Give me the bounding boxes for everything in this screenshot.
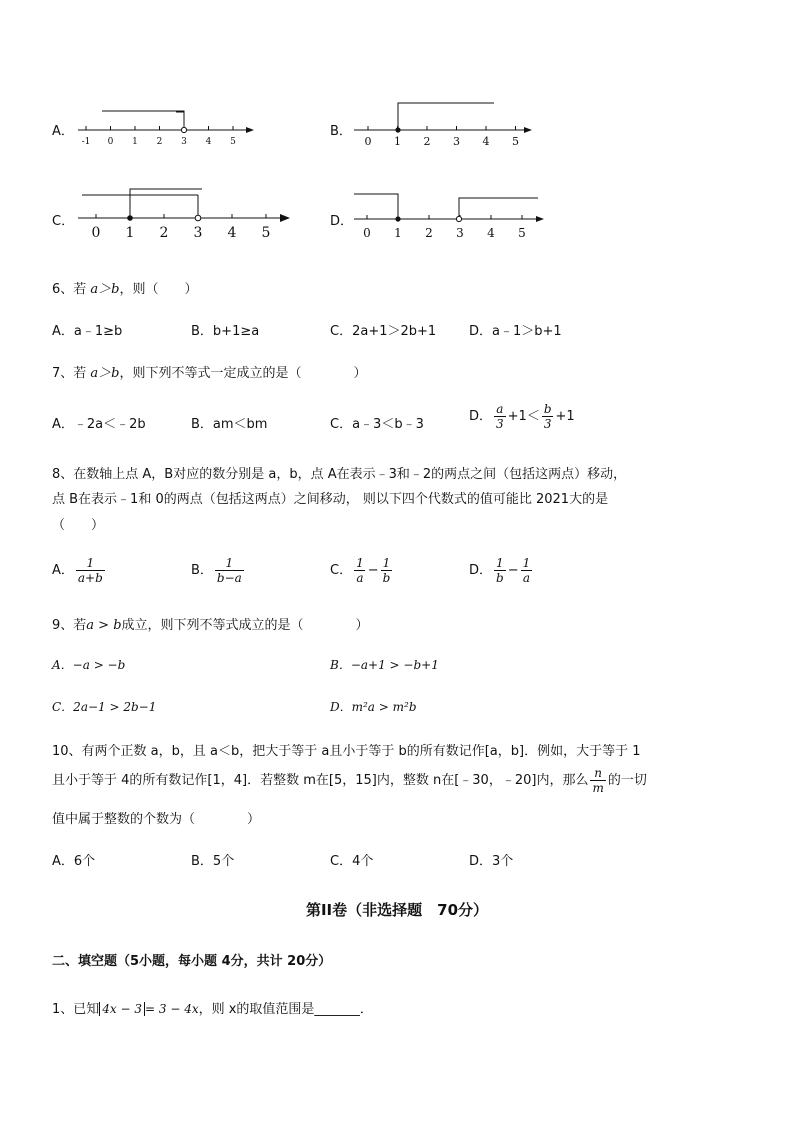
tick-label: 5	[261, 225, 271, 241]
q8-option-d[interactable]: D． $\frac{1}{b}$ − $\frac{1}{a}$	[469, 556, 531, 585]
q10-option-c[interactable]: C．4个	[330, 854, 374, 869]
q10-line-2-post: 的一切	[607, 773, 647, 788]
tick-label: 3	[456, 226, 464, 240]
q7-stem-post: ，则下列不等式一定成立的是（ ）	[119, 366, 367, 381]
q10-line-2-pre: 且小于等于 4的所有数记作[1，4]．若整数 m在[5，15]内，整数 n在[﹣30，﹣20]内，那么	[52, 773, 589, 788]
q8-option-c[interactable]: C． $\frac{1}{a}$ − $\frac{1}{b}$	[330, 556, 391, 585]
tick-label: 3	[193, 225, 203, 241]
q7-stem-pre: 7、若	[52, 366, 91, 381]
q7-option-c[interactable]: C．a﹣3＜b﹣3	[330, 417, 424, 432]
fill-q1-pre: 1、已知	[52, 1002, 100, 1017]
q9-stem-pre: 9、若	[52, 618, 87, 633]
tick-label: 1	[394, 135, 401, 148]
fill-q1-post: ，则 x的取值范围是_______．	[198, 1002, 373, 1017]
q10-fraction: $\frac{n}{m}$	[592, 766, 604, 795]
q6-option-c[interactable]: C．2a+1＞2b+1	[330, 324, 437, 339]
q8-line-3: （ ）	[52, 518, 105, 533]
q9-option-d[interactable]: D．m²a > m²b	[330, 700, 417, 714]
tick-label: 5	[518, 226, 526, 240]
q8-b-fraction: $\frac{1}{b-a}$	[216, 556, 242, 585]
q6-condition: a＞b	[90, 282, 120, 297]
section-2-title: 第II卷（非选择题 70分）	[305, 901, 489, 919]
q6-stem-pre: 6、若	[52, 282, 91, 297]
q8-option-a[interactable]	[52, 556, 107, 585]
question-7-stem	[52, 362, 367, 381]
tick-label: 2	[156, 137, 163, 147]
number-line-b	[350, 98, 540, 152]
option-d-label: D．	[330, 214, 354, 229]
fill-blank-heading: 二、填空题（5小题，每小题 4分，共计 20分）	[52, 954, 332, 969]
tick-label: 2	[423, 135, 431, 148]
tick-label: 2	[159, 225, 169, 241]
tick-label: 1	[125, 225, 135, 241]
question-9-stem	[52, 614, 369, 633]
fill-q1-abs: 4x − 3	[99, 1002, 145, 1016]
tick-label: 3	[453, 135, 460, 148]
q8-a-label: A．	[52, 563, 74, 578]
q8-d-fraction-1: $\frac{1}{b}$	[496, 556, 504, 585]
q6-option-d[interactable]: D．a﹣1＞b+1	[469, 324, 562, 339]
q8-line-1: 8、在数轴上点 A，B对应的数分别是 a，b，点 A在表示﹣3和﹣2的两点之间（包括这两点）移动，	[52, 467, 627, 482]
q8-c-label: C．	[330, 563, 353, 578]
number-line-d	[350, 186, 550, 242]
q6-stem-post: ，则（ ）	[119, 282, 198, 297]
tick-label: 1	[132, 137, 138, 147]
tick-label: 3	[181, 137, 187, 147]
q8-b-label: B．	[191, 563, 213, 578]
tick-label: 0	[107, 137, 114, 147]
number-line-a	[74, 100, 264, 152]
tick-label: -1	[81, 137, 91, 147]
tick-label: 1	[394, 226, 402, 240]
q9-stem-post: 成立，则下列不等式成立的是（ ）	[121, 618, 369, 633]
q7-d-end: +1	[555, 409, 575, 424]
q8-c-fraction-2: $\frac{1}{b}$	[382, 556, 391, 585]
q10-option-d[interactable]: D．3个	[469, 854, 514, 869]
fill-question-1	[52, 998, 373, 1017]
q7-option-d[interactable]	[469, 402, 575, 431]
option-c-label: C．	[52, 214, 75, 229]
question-6-stem	[52, 278, 198, 297]
tick-label: 0	[91, 225, 101, 241]
q7-option-a[interactable]: A．﹣2a＜﹣2b	[52, 417, 146, 432]
q9-option-b[interactable]: B．−a+1 > −b+1	[330, 658, 439, 672]
q10-line-2	[52, 766, 647, 795]
q7-d-fraction-2: $\frac{b}{3}$	[543, 402, 552, 431]
q10-line-3: 值中属于整数的个数为（ ）	[52, 812, 261, 827]
option-b-label: B．	[330, 124, 352, 139]
tick-label: 4	[205, 137, 212, 147]
fill-q1-mid: = 3 − 4x	[145, 1002, 199, 1016]
q6-option-b[interactable]: B．b+1≥a	[191, 324, 260, 339]
q6-option-a[interactable]: A．a﹣1≥b	[52, 324, 123, 339]
q7-condition: a＞b	[90, 366, 120, 381]
q9-option-a[interactable]: A．−a > −b	[52, 658, 126, 672]
tick-label: 4	[482, 135, 490, 148]
q9-option-c[interactable]: C．2a−1 > 2b−1	[52, 700, 157, 714]
q10-option-b[interactable]: B．5个	[191, 854, 235, 869]
tick-label: 5	[230, 137, 236, 147]
q8-a-fraction: $\frac{1}{a+b}$	[77, 556, 103, 585]
tick-label: 0	[363, 226, 371, 240]
tick-label: 5	[512, 135, 519, 148]
q8-line-2: 点 B在表示﹣1和 0的两点（包括这两点）之间移动， 则以下四个代数式的值可能比 2021大的是	[52, 492, 609, 507]
q7-d-label: D．	[469, 409, 493, 424]
q8-d-fraction-2: $\frac{1}{a}$	[522, 556, 531, 585]
q7-d-mid: +1＜	[507, 409, 540, 424]
q7-d-fraction-1: $\frac{a}{3}$	[496, 402, 504, 431]
q8-c-fraction-1: $\frac{1}{a}$	[356, 556, 364, 585]
q8-d-label: D．	[469, 563, 493, 578]
q10-line-1: 10、有两个正数 a，b，且 a＜b，把大于等于 a且小于等于 b的所有数记作[a，b]．例如，大于等于 1	[52, 744, 641, 759]
tick-label: 2	[425, 226, 433, 240]
q9-condition: a > b	[86, 618, 122, 633]
tick-label: 0	[364, 135, 372, 148]
q7-option-b[interactable]: B．am＜bm	[191, 417, 268, 432]
number-line-c	[74, 182, 296, 242]
q10-option-a[interactable]: A．6个	[52, 854, 96, 869]
option-a-label: A．	[52, 124, 74, 139]
tick-label: 4	[227, 225, 237, 241]
tick-label: 4	[487, 226, 495, 240]
q8-option-b[interactable]	[191, 556, 246, 585]
